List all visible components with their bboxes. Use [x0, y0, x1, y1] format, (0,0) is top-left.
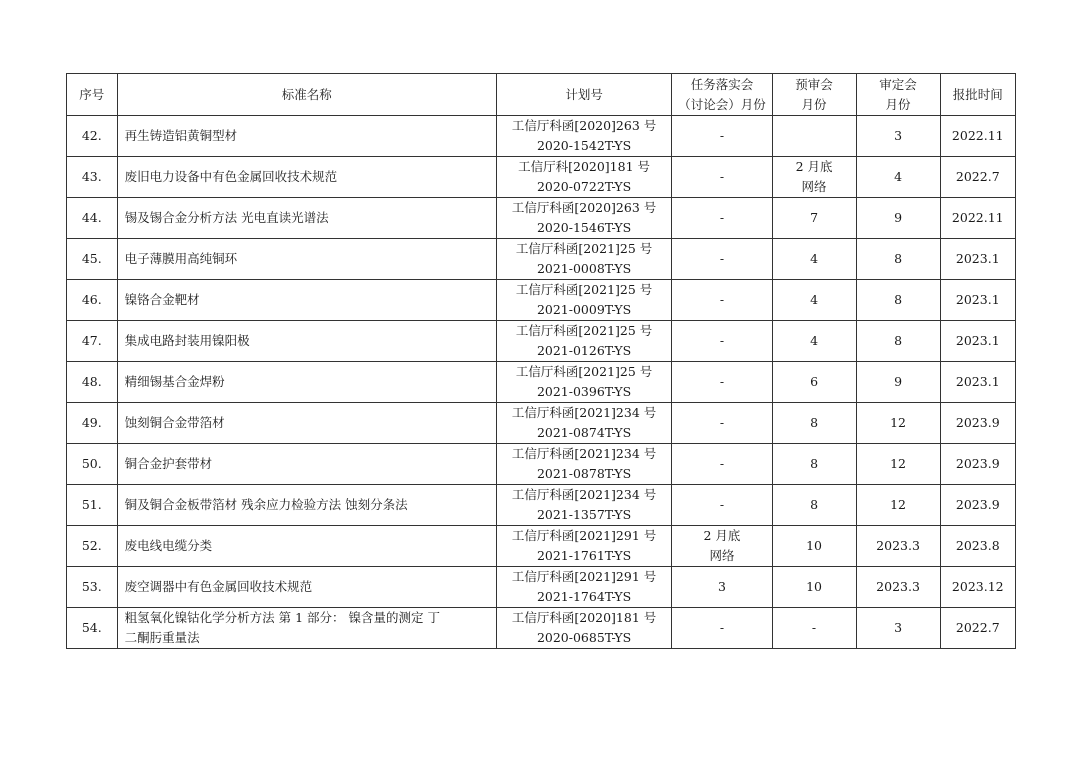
cell-standard-name: [117, 403, 496, 444]
final-review-line: 4: [894, 169, 903, 184]
plan-number-line: 工信厅科函[2020]263 号: [511, 200, 657, 215]
plan-number-line: 2021-0008T-YS: [536, 261, 632, 276]
cell-standard-name: [117, 321, 496, 362]
standard-name-line: 废旧电力设备中有色金属回收技术规范: [124, 169, 338, 184]
header-pre-line2: 月份: [801, 96, 827, 112]
plan-number-line: 工信厅科函[2021]25 号: [515, 323, 653, 338]
header-report-time: 报批时间: [940, 74, 1015, 116]
cell-standard-name: [117, 239, 496, 280]
table-row: [67, 485, 1016, 526]
cell-pre-review-month: [772, 157, 856, 198]
cell-seq: 46.: [67, 280, 118, 321]
cell-seq: 51.: [67, 485, 118, 526]
standard-name-line: 废电线电缆分类: [124, 538, 213, 553]
task-meeting-line: -: [719, 169, 725, 184]
header-pre-line1: 预审会: [795, 76, 833, 92]
cell-seq: 48.: [67, 362, 118, 403]
cell-pre-review-month: [772, 444, 856, 485]
standard-name-line: 集成电路封装用镍阳极: [124, 333, 250, 348]
cell-plan-number: [496, 526, 672, 567]
final-review-line: 8: [894, 251, 903, 266]
cell-final-review-month: [856, 198, 940, 239]
cell-report-time: 2022.11: [940, 116, 1015, 157]
task-meeting-line: 网络: [709, 548, 735, 563]
table-body: [67, 116, 1016, 649]
task-meeting-line: 3: [717, 579, 726, 594]
cell-report-time: 2023.1: [940, 321, 1015, 362]
final-review-line: 12: [890, 415, 906, 430]
header-final-line1: 审定会: [879, 76, 917, 92]
cell-final-review-month: [856, 567, 940, 608]
plan-number-line: 工信厅科函[2021]25 号: [515, 241, 653, 256]
header-task-line2: （讨论会）月份: [678, 96, 766, 112]
final-review-line: 12: [890, 456, 906, 471]
standard-name-line: 二酮肟重量法: [124, 630, 200, 645]
plan-number-line: 工信厅科函[2020]181 号: [511, 610, 657, 625]
plan-number-line: 2020-1542T-YS: [536, 138, 632, 153]
cell-pre-review-month: [772, 362, 856, 403]
plan-number-line: 工信厅科函[2021]291 号: [511, 528, 657, 543]
cell-final-review-month: [856, 608, 940, 649]
cell-pre-review-month: [772, 608, 856, 649]
header-final-review: [856, 74, 940, 116]
table-row: [67, 198, 1016, 239]
task-meeting-line: -: [719, 456, 725, 471]
header-seq: 序号: [67, 74, 118, 116]
cell-report-time: 2023.1: [940, 280, 1015, 321]
pre-review-line: 4: [810, 251, 819, 266]
plan-number-line: 2021-0878T-YS: [536, 466, 632, 481]
table-row: [67, 321, 1016, 362]
cell-standard-name: [117, 280, 496, 321]
cell-plan-number: [496, 444, 672, 485]
cell-final-review-month: [856, 239, 940, 280]
cell-seq: 45.: [67, 239, 118, 280]
table-row: [67, 157, 1016, 198]
cell-seq: 42.: [67, 116, 118, 157]
table-row: [67, 444, 1016, 485]
cell-seq: 53.: [67, 567, 118, 608]
pre-review-line: 4: [810, 292, 819, 307]
plan-number-line: 工信厅科函[2021]291 号: [511, 569, 657, 584]
cell-pre-review-month: [772, 116, 856, 157]
task-meeting-line: 2 月底: [703, 528, 741, 543]
final-review-line: 2023.3: [876, 538, 920, 553]
final-review-line: 8: [894, 333, 903, 348]
cell-plan-number: [496, 239, 672, 280]
cell-pre-review-month: [772, 567, 856, 608]
pre-review-line: 2 月底: [795, 159, 833, 174]
cell-report-time: 2022.7: [940, 157, 1015, 198]
cell-task-meeting-month: [672, 198, 772, 239]
table-row: [67, 362, 1016, 403]
cell-plan-number: [496, 485, 672, 526]
plan-number-line: 2021-0874T-YS: [536, 425, 632, 440]
plan-number-line: 工信厅科函[2021]234 号: [511, 405, 657, 420]
pre-review-line: 10: [806, 579, 822, 594]
header-task-line1: 任务落实会: [690, 76, 754, 92]
cell-plan-number: [496, 403, 672, 444]
cell-plan-number: [496, 362, 672, 403]
standard-name-line: 镍铬合金靶材: [124, 292, 200, 307]
cell-pre-review-month: [772, 321, 856, 362]
plan-number-line: 2021-0009T-YS: [536, 302, 632, 317]
pre-review-line: 8: [810, 415, 819, 430]
pre-review-line: 8: [810, 456, 819, 471]
final-review-line: 3: [894, 128, 903, 143]
cell-report-time: 2023.12: [940, 567, 1015, 608]
cell-final-review-month: [856, 280, 940, 321]
standard-name-line: 锡及锡合金分析方法 光电直读光谱法: [124, 210, 329, 225]
plan-number-line: 2021-0396T-YS: [536, 384, 632, 399]
task-meeting-line: -: [719, 374, 725, 389]
task-meeting-line: -: [719, 128, 725, 143]
cell-pre-review-month: [772, 239, 856, 280]
cell-task-meeting-month: [672, 526, 772, 567]
task-meeting-line: -: [719, 292, 725, 307]
cell-task-meeting-month: [672, 608, 772, 649]
task-meeting-line: -: [719, 333, 725, 348]
cell-seq: 50.: [67, 444, 118, 485]
plan-number-line: 工信厅科函[2021]234 号: [511, 487, 657, 502]
cell-plan-number: [496, 280, 672, 321]
cell-report-time: 2023.9: [940, 444, 1015, 485]
cell-plan-number: [496, 157, 672, 198]
standards-schedule-table: [66, 73, 1016, 649]
task-meeting-line: -: [719, 415, 725, 430]
pre-review-line: 网络: [801, 179, 827, 194]
cell-task-meeting-month: [672, 362, 772, 403]
header-final-line2: 月份: [885, 96, 911, 112]
cell-standard-name: [117, 567, 496, 608]
header-task-meeting: [672, 74, 772, 116]
plan-number-line: 工信厅科函[2021]25 号: [515, 364, 653, 379]
cell-task-meeting-month: [672, 116, 772, 157]
table-row: [67, 567, 1016, 608]
cell-task-meeting-month: [672, 157, 772, 198]
cell-report-time: 2023.1: [940, 239, 1015, 280]
plan-number-line: 2020-0722T-YS: [536, 179, 632, 194]
cell-seq: 44.: [67, 198, 118, 239]
table-row: [67, 608, 1016, 649]
final-review-line: 9: [894, 210, 903, 225]
cell-final-review-month: [856, 157, 940, 198]
cell-seq: 47.: [67, 321, 118, 362]
plan-number-line: 工信厅科函[2021]25 号: [515, 282, 653, 297]
cell-final-review-month: [856, 444, 940, 485]
table-row: [67, 403, 1016, 444]
final-review-line: 8: [894, 292, 903, 307]
cell-seq: 49.: [67, 403, 118, 444]
cell-standard-name: [117, 198, 496, 239]
plan-number-line: 2021-0126T-YS: [536, 343, 632, 358]
cell-pre-review-month: [772, 485, 856, 526]
cell-task-meeting-month: [672, 567, 772, 608]
pre-review-line: 8: [810, 497, 819, 512]
cell-task-meeting-month: [672, 321, 772, 362]
cell-task-meeting-month: [672, 485, 772, 526]
cell-report-time: 2022.7: [940, 608, 1015, 649]
table-row: [67, 239, 1016, 280]
cell-task-meeting-month: [672, 280, 772, 321]
cell-standard-name: [117, 444, 496, 485]
cell-pre-review-month: [772, 280, 856, 321]
table-row: [67, 280, 1016, 321]
plan-number-line: 工信厅科函[2021]234 号: [511, 446, 657, 461]
cell-plan-number: [496, 321, 672, 362]
cell-final-review-month: [856, 321, 940, 362]
plan-number-line: 工信厅科函[2020]263 号: [511, 118, 657, 133]
cell-pre-review-month: [772, 526, 856, 567]
final-review-line: 12: [890, 497, 906, 512]
table-row: [67, 526, 1016, 567]
standard-name-line: 铜合金护套带材: [124, 456, 213, 471]
pre-review-line: 10: [806, 538, 822, 553]
cell-seq: 54.: [67, 608, 118, 649]
cell-plan-number: [496, 608, 672, 649]
pre-review-line: 4: [810, 333, 819, 348]
standard-name-line: 精细锡基合金焊粉: [124, 374, 225, 389]
cell-task-meeting-month: [672, 403, 772, 444]
table-row: [67, 116, 1016, 157]
standard-name-line: 蚀刻铜合金带箔材: [124, 415, 225, 430]
header-plan: 计划号: [496, 74, 672, 116]
cell-seq: 43.: [67, 157, 118, 198]
standard-name-line: 铜及铜合金板带箔材 残余应力检验方法 蚀刻分条法: [124, 497, 408, 512]
final-review-line: 2023.3: [876, 579, 920, 594]
plan-number-line: 工信厅科[2020]181 号: [518, 159, 651, 174]
cell-standard-name: [117, 526, 496, 567]
header-name: 标准名称: [117, 74, 496, 116]
plan-number-line: 2020-0685T-YS: [536, 630, 632, 645]
table-header-row: [67, 74, 1016, 116]
cell-report-time: 2023.8: [940, 526, 1015, 567]
standard-name-line: 电子薄膜用高纯铜环: [124, 251, 238, 266]
cell-standard-name: [117, 608, 496, 649]
cell-report-time: 2022.11: [940, 198, 1015, 239]
standard-name-line: 粗氢氧化镍钴化学分析方法 第 1 部分： 镍含量的测定 丁: [124, 610, 440, 625]
pre-review-line: 6: [810, 374, 819, 389]
cell-standard-name: [117, 116, 496, 157]
cell-plan-number: [496, 198, 672, 239]
task-meeting-line: -: [719, 620, 725, 635]
cell-final-review-month: [856, 362, 940, 403]
plan-number-line: 2020-1546T-YS: [536, 220, 632, 235]
pre-review-line: 7: [810, 210, 819, 225]
plan-number-line: 2021-1764T-YS: [536, 589, 632, 604]
cell-standard-name: [117, 362, 496, 403]
cell-plan-number: [496, 567, 672, 608]
cell-standard-name: [117, 157, 496, 198]
cell-task-meeting-month: [672, 444, 772, 485]
cell-seq: 52.: [67, 526, 118, 567]
cell-final-review-month: [856, 116, 940, 157]
cell-plan-number: [496, 116, 672, 157]
cell-report-time: 2023.9: [940, 485, 1015, 526]
standard-name-line: 再生铸造铝黄铜型材: [124, 128, 238, 143]
plan-number-line: 2021-1357T-YS: [536, 507, 632, 522]
cell-final-review-month: [856, 403, 940, 444]
cell-final-review-month: [856, 485, 940, 526]
cell-pre-review-month: [772, 403, 856, 444]
final-review-line: 3: [894, 620, 903, 635]
cell-pre-review-month: [772, 198, 856, 239]
final-review-line: 9: [894, 374, 903, 389]
task-meeting-line: -: [719, 497, 725, 512]
pre-review-line: -: [811, 620, 817, 635]
header-pre-review: [772, 74, 856, 116]
cell-final-review-month: [856, 526, 940, 567]
cell-report-time: 2023.1: [940, 362, 1015, 403]
plan-number-line: 2021-1761T-YS: [536, 548, 632, 563]
task-meeting-line: -: [719, 251, 725, 266]
cell-task-meeting-month: [672, 239, 772, 280]
standard-name-line: 废空调器中有色金属回收技术规范: [124, 579, 313, 594]
task-meeting-line: -: [719, 210, 725, 225]
cell-report-time: 2023.9: [940, 403, 1015, 444]
cell-standard-name: [117, 485, 496, 526]
